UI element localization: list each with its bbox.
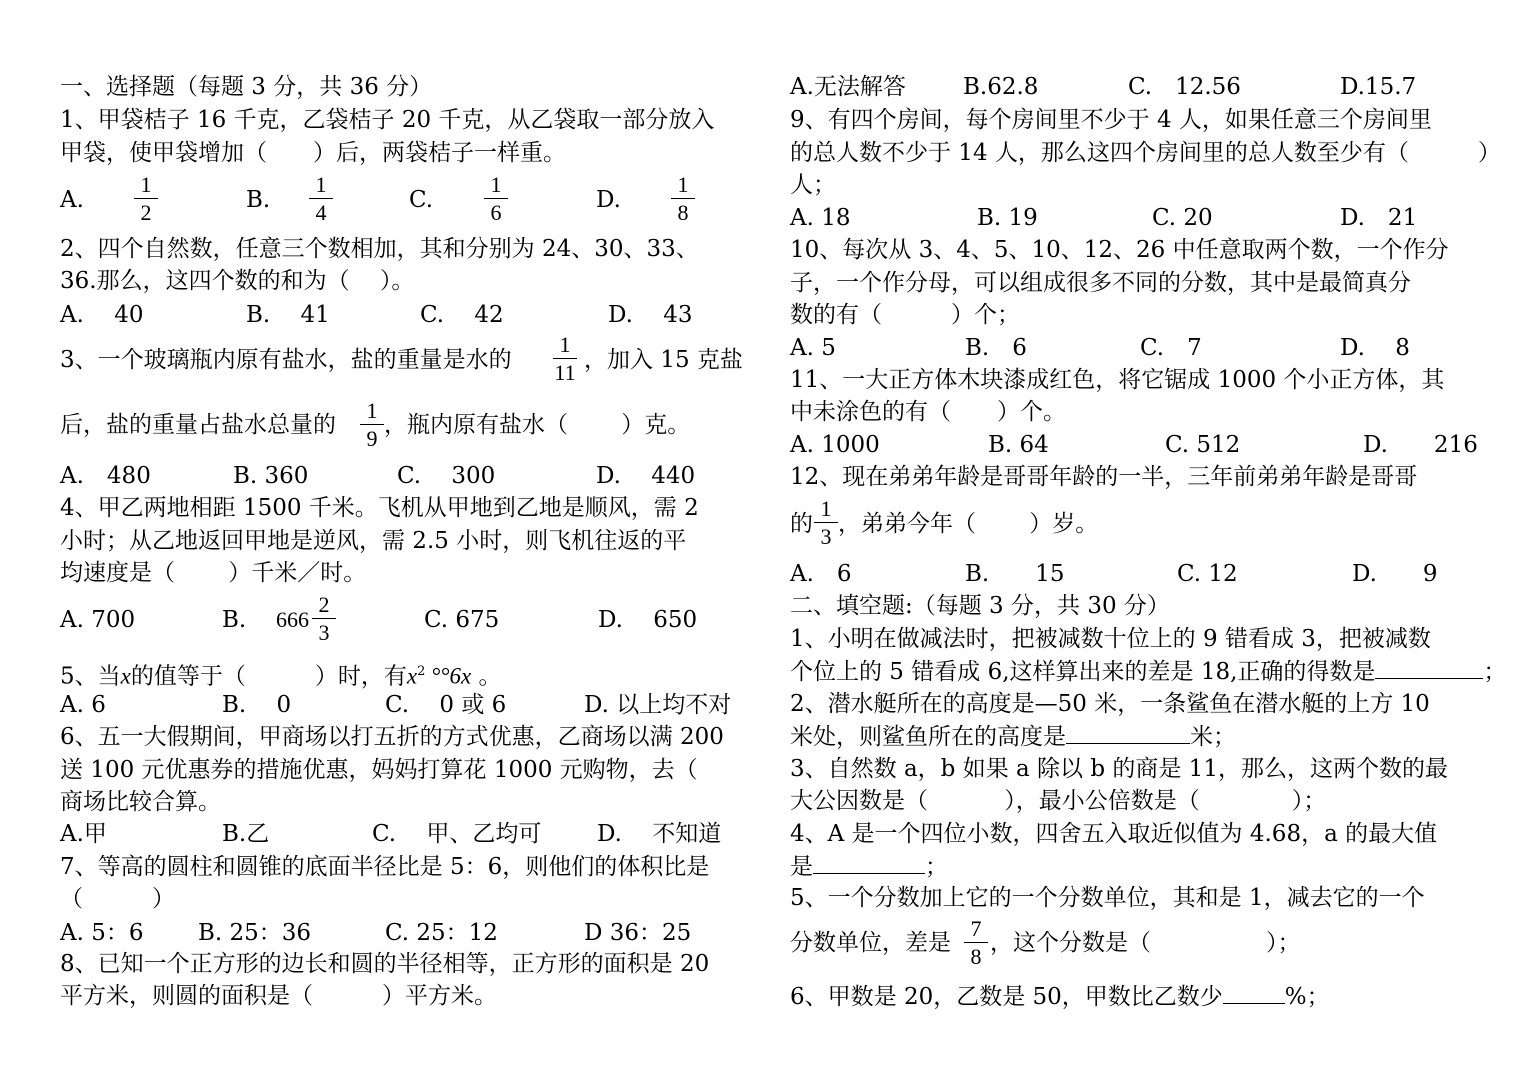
q9-option-c: C. 20 bbox=[1152, 205, 1213, 231]
f3-line2: 大公因数是（ ），最小公倍数是（ ）； bbox=[790, 788, 1327, 814]
q4-line1: 4、甲乙两地相距 1500 千米。飞机从甲地到乙地是顺风，需 2 bbox=[60, 495, 699, 521]
q12-option-a: A. 6 bbox=[790, 561, 852, 587]
q5-line: 5、当x的值等于（ ）时，有$x^2$ °°6x 。 bbox=[60, 663, 502, 690]
section2-title: 二、填空题:（每题 3 分，共 30 分） bbox=[790, 593, 1170, 619]
q3-line2: 后，盐的重量占盐水总量的 bbox=[60, 412, 336, 438]
q8-option-c: C. 12.56 bbox=[1128, 74, 1241, 100]
q3-fraction-1: 1 11 bbox=[554, 332, 576, 385]
q3-fraction-2: 1 9 bbox=[358, 398, 386, 453]
f2-line2: 米处，则鲨鱼所在的高度是 米； bbox=[790, 721, 1236, 752]
q6-option-d: D. 不知道 bbox=[597, 821, 722, 847]
q9-line3: 人； bbox=[790, 172, 836, 198]
q8-line1: 8、已知一个正方形的边长和圆的半径相等，正方形的面积是 20 bbox=[60, 951, 710, 977]
q7-option-a: A. 5：6 bbox=[60, 920, 144, 946]
q4-option-a: A. 700 bbox=[60, 607, 136, 633]
q10-option-d: D. 8 bbox=[1340, 335, 1410, 361]
f6-answer-blank[interactable] bbox=[1223, 981, 1285, 1004]
q11-line1: 11、一大正方体木块漆成红色，将它锯成 1000 个小正方体，其 bbox=[790, 367, 1445, 393]
q7-line2: （ ） bbox=[60, 886, 175, 912]
f3-line1: 3、自然数 a，b 如果 a 除以 b 的商是 11，那么，这两个数的最 bbox=[790, 756, 1448, 782]
q3-option-a: A. 480 bbox=[60, 463, 151, 489]
f2-line1: 2、潜水艇所在的高度是—50 米，一条鲨鱼在潜水艇的上方 10 bbox=[790, 691, 1430, 717]
q7-line1: 7、等高的圆柱和圆锥的底面半径比是 5：6，则他们的体积比是 bbox=[60, 854, 710, 880]
q9-line2: 的总人数不少于 14 人，那么这四个房间里的总人数至少有（ ） bbox=[790, 140, 1501, 166]
q6-line2: 送 100 元优惠券的措施优惠，妈妈打算花 1000 元购物，去（ bbox=[60, 757, 744, 783]
q12-option-d: D. 9 bbox=[1352, 561, 1438, 587]
q1-option-d-fraction: 1 8 bbox=[669, 172, 697, 227]
q1-line1: 1、甲袋桔子 16 千克，乙袋桔子 20 千克，从乙袋取一部分放入 bbox=[60, 107, 715, 133]
q9-option-d: D. 21 bbox=[1340, 205, 1418, 231]
f4-line1: 4、A 是一个四位小数，四舍五入取近似值为 4.68，a 的最大值 bbox=[790, 821, 1438, 847]
q10-line1: 10、每次从 3、4、5、10、12、26 中任意取两个数，一个作分 bbox=[790, 237, 1449, 263]
q12-option-b: B. 15 bbox=[965, 561, 1065, 587]
q4-option-c: C. 675 bbox=[424, 607, 500, 633]
q6-line1: 6、五一大假期间，甲商场以打五折的方式优惠，乙商场以满 200 bbox=[60, 724, 724, 750]
q10-option-c: C. 7 bbox=[1140, 335, 1202, 361]
q3-line1-tail: ，加入 15 克盐 bbox=[584, 347, 743, 373]
q2-option-d: D. 43 bbox=[608, 302, 693, 328]
q2-option-b: B. 41 bbox=[246, 302, 330, 328]
f1-answer-blank[interactable] bbox=[1375, 656, 1483, 679]
q12-line2: 的 bbox=[790, 511, 813, 537]
q5-option-b: B. 0 bbox=[222, 692, 292, 718]
q12-fraction: 1 3 bbox=[812, 496, 840, 551]
q6-option-c: C. 甲、乙均可 bbox=[372, 821, 542, 847]
q1-option-b-fraction: 1 4 bbox=[307, 172, 335, 227]
q5-option-c: C. 0 或 6 bbox=[385, 692, 507, 718]
q12-option-c: C. 12 bbox=[1177, 561, 1238, 587]
q12-line2-tail: ，弟弟今年（ ）岁。 bbox=[838, 511, 1099, 537]
q9-option-b: B. 19 bbox=[977, 205, 1038, 231]
f5-line1: 5、一个分数加上它的一个分数单位，其和是 1，减去它的一个 bbox=[790, 885, 1425, 911]
f6-line: 6、甲数是 20，乙数是 50，甲数比乙数少 %； bbox=[790, 981, 1330, 1012]
q11-option-b: B. 64 bbox=[988, 432, 1049, 458]
q1-option-a: A. bbox=[60, 187, 84, 213]
q4-line3: 均速度是（ ）千米／时。 bbox=[60, 560, 367, 586]
q6-line3: 商场比较合算。 bbox=[60, 789, 221, 815]
q3-option-d: D. 440 bbox=[596, 463, 696, 489]
q10-line3: 数的有（ ）个； bbox=[790, 302, 1020, 328]
q7-option-c: C. 25：12 bbox=[385, 920, 498, 946]
q12-line1: 12、现在弟弟年龄是哥哥年龄的一半，三年前弟弟年龄是哥哥 bbox=[790, 464, 1418, 490]
q1-option-c-fraction: 1 6 bbox=[482, 172, 510, 227]
q1-option-d: D. bbox=[596, 187, 621, 213]
q9-line1: 9、有四个房间，每个房间里不少于 4 人，如果任意三个房间里 bbox=[790, 107, 1432, 133]
q11-line2: 中未涂色的有（ ）个。 bbox=[790, 399, 1066, 425]
q2-option-a: A. 40 bbox=[60, 302, 144, 328]
q3-option-b: B. 360 bbox=[233, 463, 309, 489]
q8-option-a: A.无法解答 bbox=[790, 74, 906, 100]
q2-option-c: C. 42 bbox=[420, 302, 504, 328]
q2-line2: 36.那么，这四个数的和为（ ）。 bbox=[60, 268, 415, 294]
q11-option-d: D. 216 bbox=[1363, 432, 1478, 458]
q5-option-a: A. 6 bbox=[60, 692, 106, 718]
q3-option-c: C. 300 bbox=[397, 463, 496, 489]
f5-fraction: 7 8 bbox=[962, 916, 990, 971]
f4-line2: 是 ； bbox=[790, 851, 948, 882]
section1-title: 一、选择题（每题 3 分，共 36 分） bbox=[60, 74, 433, 100]
f5-line2: 分数单位，差是 bbox=[790, 930, 951, 956]
f4-answer-blank[interactable] bbox=[813, 851, 925, 874]
q3-line1: 3、一个玻璃瓶内原有盐水，盐的重量是水的 bbox=[60, 347, 512, 373]
q2-line1: 2、四个自然数，任意三个数相加，其和分别为 24、30、33、 bbox=[60, 236, 699, 262]
f5-line2-tail: ，这个分数是（ ）； bbox=[990, 930, 1301, 956]
q8-option-b: B.62.8 bbox=[963, 74, 1039, 100]
f2-answer-blank[interactable] bbox=[1066, 721, 1190, 744]
q4-line2: 小时；从乙地返回甲地是逆风，需 2.5 小时，则飞机往返的平 bbox=[60, 528, 687, 554]
q4-option-b-whole: 666 bbox=[276, 607, 309, 632]
q1-option-b: B. bbox=[246, 187, 271, 213]
q7-option-b: B. 25：36 bbox=[198, 920, 312, 946]
q11-option-a: A. 1000 bbox=[790, 432, 880, 458]
q10-line2: 子，一个作分母，可以组成很多不同的分数，其中是最简真分 bbox=[790, 270, 1411, 296]
q8-line2: 平方米，则圆的面积是（ ）平方米。 bbox=[60, 983, 497, 1009]
q4-option-b-fraction: 2 3 bbox=[310, 592, 338, 647]
q1-line2: 甲袋，使甲袋增加（ ）后，两袋桔子一样重。 bbox=[60, 140, 566, 166]
q7-option-d: D 36：25 bbox=[584, 920, 692, 946]
q11-option-c: C. 512 bbox=[1165, 432, 1241, 458]
q8-option-d: D.15.7 bbox=[1340, 74, 1417, 100]
q6-option-a: A.甲 bbox=[60, 821, 107, 847]
q10-option-b: B. 6 bbox=[965, 335, 1027, 361]
q10-option-a: A. 5 bbox=[790, 335, 836, 361]
q4-option-b: B. bbox=[222, 607, 247, 633]
f1-line2: 个位上的 5 错看成 6,这样算出来的差是 18,正确的得数是 ； bbox=[790, 656, 1506, 687]
q3-line2-tail: ，瓶内原有盐水（ ）克。 bbox=[384, 412, 691, 438]
q4-option-d: D. 650 bbox=[598, 607, 698, 633]
q1-option-a-fraction: 1 2 bbox=[132, 172, 160, 227]
f1-line1: 1、小明在做减法时，把被减数十位上的 9 错看成 3，把被减数 bbox=[790, 626, 1431, 652]
q9-option-a: A. 18 bbox=[790, 205, 851, 231]
q6-option-b: B.乙 bbox=[222, 821, 270, 847]
q5-option-d: D. 以上均不对 bbox=[584, 692, 732, 718]
q1-option-c: C. bbox=[409, 187, 434, 213]
